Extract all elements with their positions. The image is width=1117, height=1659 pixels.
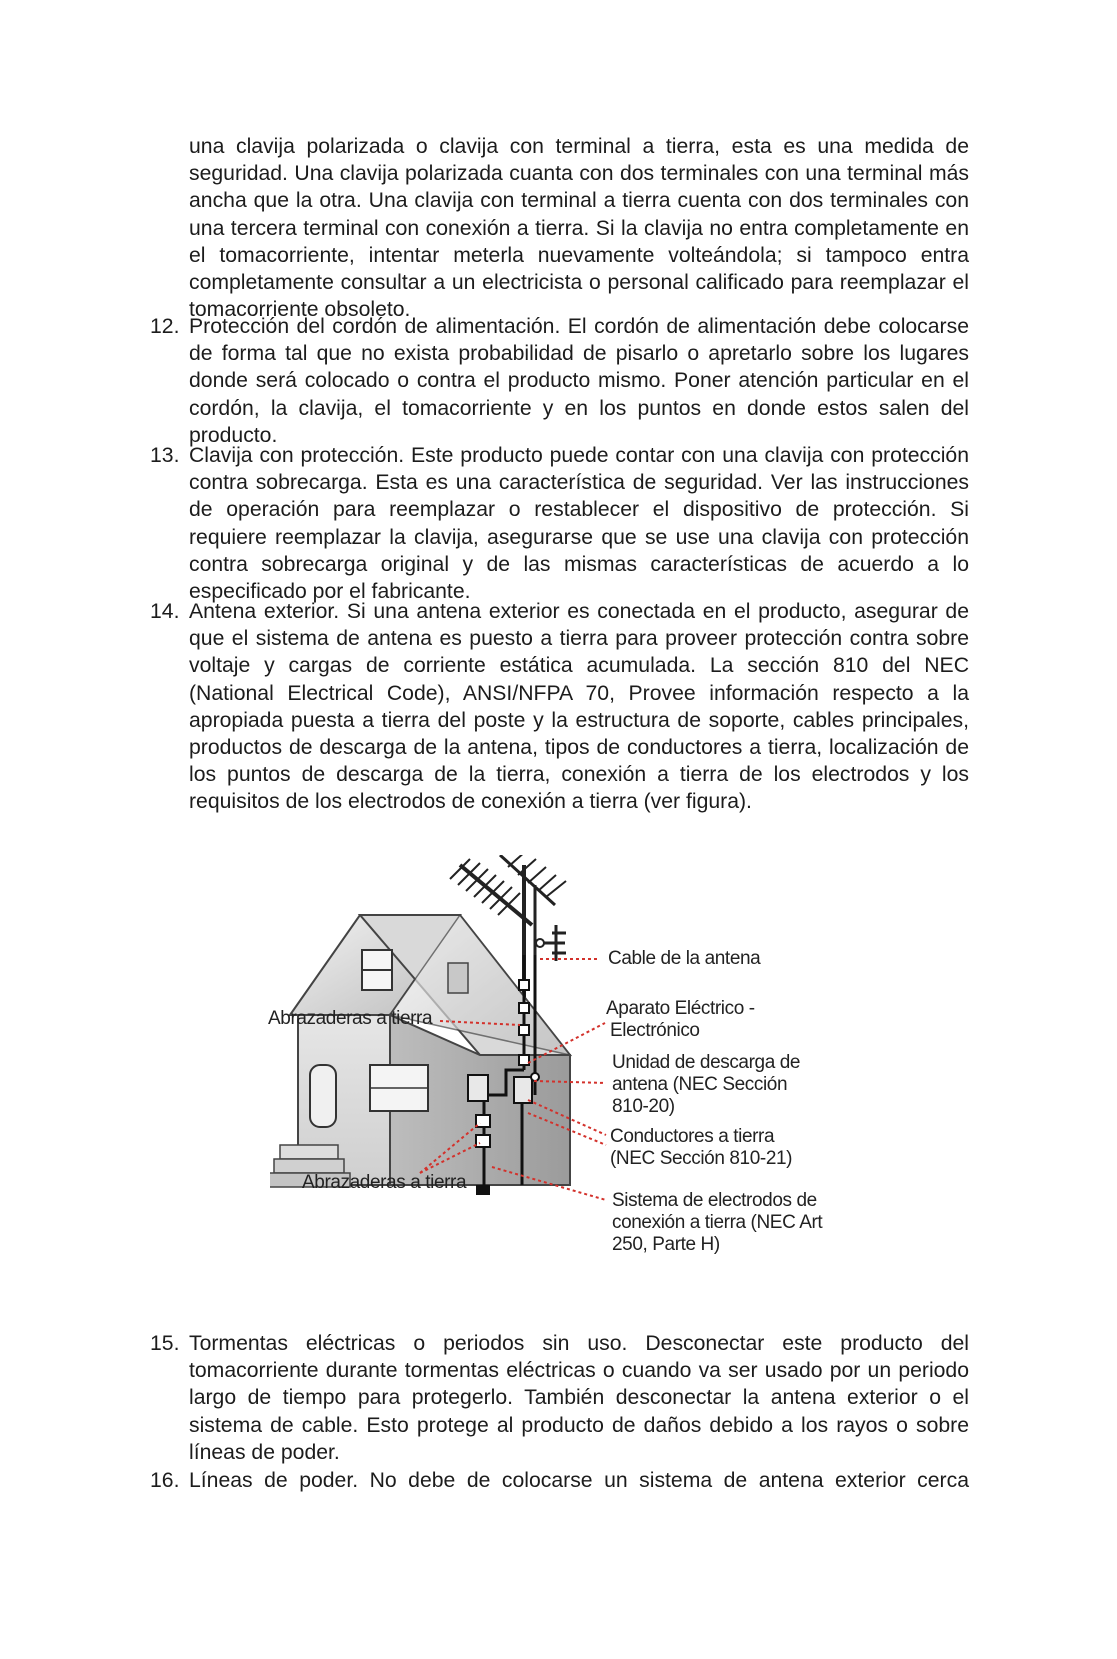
list-item-text: Tormentas eléctricas o periodos sin uso. Desconectar este producto del tomacorriente durante tormentas eléctricas o cuando va ser usado por un periodo largo de tiempo para protegerlo. También desconectar la antena exterior o el sistema de cable. Esto protege al producto de daños debido a los rayos o sobre líneas de poder. <box>189 1332 969 1464</box>
list-item-14 <box>189 598 969 816</box>
list-item-text: Líneas de poder. No debe de colocarse un sistema de antena exterior cerca <box>189 1469 969 1492</box>
list-item-text: Protección del cordón de alimentación. El cordón de alimentación debe colocarse de forma tal que no exista probabilidad de pisarlo o apretarlo sobre los lugares donde será colocado o contra el producto mismo. Poner atención particular en el cordón, la clavija, el tomacorriente y en los puntos en donde estos salen del producto. <box>189 315 969 447</box>
label-sistema-2: conexión a tierra (NEC Art <box>612 1212 823 1233</box>
item-number: 15. <box>150 1332 180 1355</box>
label-unidad-1: Unidad de descarga de <box>612 1052 801 1073</box>
list-item-text: Clavija con protección. Este producto puede contar con una clavija con protección contra sobrecarga. Esta es una característica de seguridad. Ver las instrucciones de operación para reemplazar o restablecer el dispositivo de protección. Si requiere reemplazar la clavija, asegurarse que se use una clavija con protección contra sobrecarga original y de las mismas características de acuerdo a lo especificado por el fabricante. <box>189 444 969 604</box>
label-abrazaderas-top: Abrazaderas a tierra <box>268 1008 433 1029</box>
list-item-16 <box>189 1467 969 1494</box>
item-number: 16. <box>150 1469 180 1492</box>
label-sistema-3: 250, Parte H) <box>612 1234 720 1255</box>
label-cable-antena: Cable de la antena <box>608 948 761 969</box>
label-abrazaderas-bottom: Abrazaderas a tierra <box>302 1172 467 1193</box>
item-number: 14. <box>150 600 180 623</box>
list-item-12 <box>189 313 969 449</box>
paragraph-continuation <box>189 133 969 323</box>
label-unidad-3: 810-20) <box>612 1096 675 1117</box>
label-aparato-2: Electrónico <box>610 1020 700 1041</box>
list-item-15 <box>189 1330 969 1466</box>
list-item-text: Antena exterior. Si una antena exterior es conectada en el producto, asegurar de que el sistema de antena es puesto a tierra para proveer protección contra sobre voltaje y cargas de corriente estática acumulada. La sección 810 del NEC (National Electrical Code), ANSI/NFPA 70, Provee información respecto a la apropiada puesta a tierra del poste y la estructura de soporte, cables principales, productos de descarga de la antena, tipos de conductores a tierra, localización de los puntos de descarga de la tierra, conexión a tierra de los electrodos y los requisitos de los electrodos de conexión a tierra (ver figura). <box>189 600 969 814</box>
antenna-grounding-figure <box>270 855 910 1325</box>
label-unidad-2: antena (NEC Sección <box>612 1074 788 1095</box>
label-conductores-2: (NEC Sección 810-21) <box>610 1148 793 1169</box>
list-item-13 <box>189 442 969 605</box>
label-aparato-1: Aparato Eléctrico - <box>606 998 755 1019</box>
label-conductores-1: Conductores a tierra <box>610 1126 775 1147</box>
item-number: 13. <box>150 444 180 467</box>
item-number: 12. <box>150 315 180 338</box>
paragraph-text: una clavija polarizada o clavija con terminal a tierra, esta es una medida de seguridad. Una clavija polarizada cuanta con dos terminales con una terminal más ancha que la otra. Una clavija con terminal a tierra cuenta con dos terminales con una tercera terminal con conexión a tierra. Si la clavija no entra completamente en el tomacorriente, intentar meterla nuevamente volteándola; si tampoco entra completamente consultar a un electricista o personal calificado para reemplazar el tomacorriente obsoleto. <box>189 135 969 322</box>
house-antenna-illustration <box>270 855 910 1325</box>
label-sistema-1: Sistema de electrodos de <box>612 1190 817 1211</box>
